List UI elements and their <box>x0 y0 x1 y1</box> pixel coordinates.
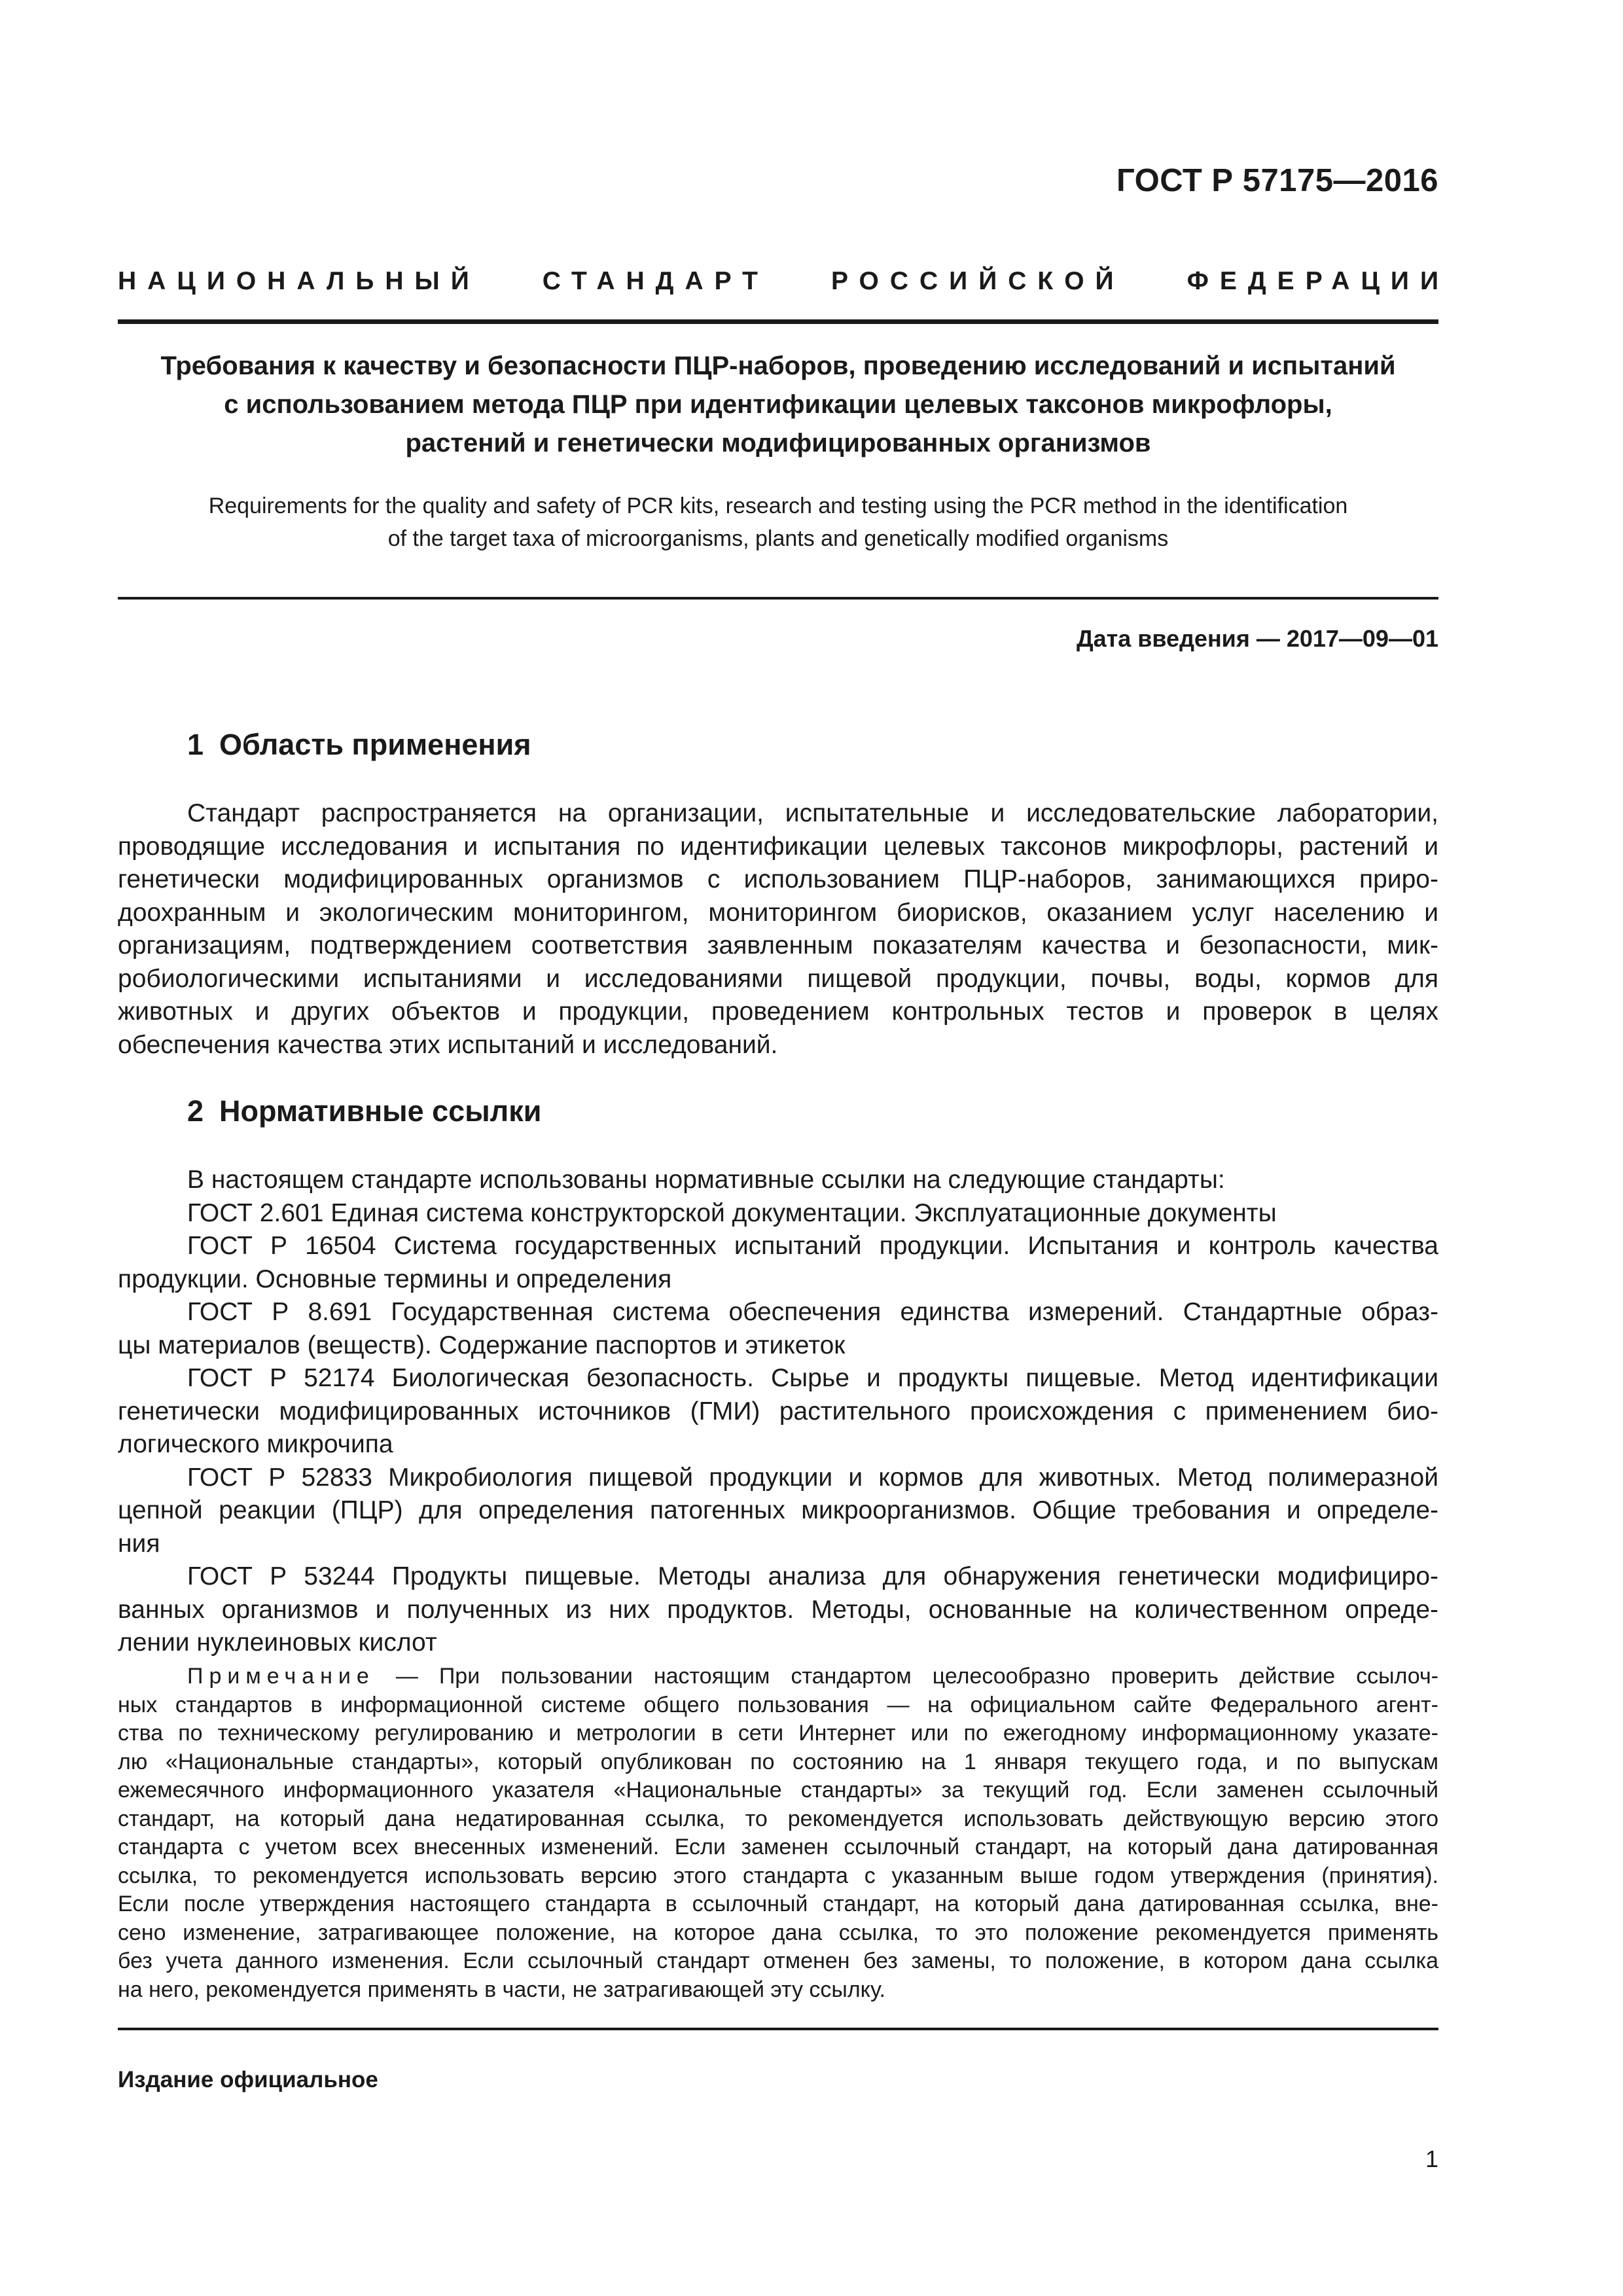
note-line: Если после утверждения настоящего стандарта в ссылочный стандарт, на который дана датированная ссылка, вне- <box>118 1892 1438 1916</box>
text-line: ванных организмов и полученных из них продуктов. Методы, основанные на количественном опреде- <box>118 1595 1438 1624</box>
note-line: без учета данного изменения. Если ссылочный стандарт отменен без замены, то положение, в котором дана ссылка <box>118 1948 1438 1973</box>
reference-gost-r-8-691: ГОСТ Р 8.691 Государственная система обеспечения единства измерений. Стандартные образ- <box>187 1298 1438 1326</box>
note-line: на него, рекомендуется применять в части, не затрагивающей эту ссылку. <box>118 1977 885 2002</box>
text-line: животных и других объектов и продукции, проведением контрольных тестов и проверок в целях <box>118 997 1438 1026</box>
text-line: цепной реакции (ПЦР) для определения патогенных микроорганизмов. Общие требования и определе- <box>118 1496 1438 1524</box>
title-en-line: Requirements for the quality and safety of PCR kits, research and testing using the PCR method in the identification <box>208 493 1348 518</box>
reference-gost-2-601: ГОСТ 2.601 Единая система конструкторской документации. Эксплуатационные документы <box>187 1198 1277 1227</box>
section-1-body <box>118 797 1438 1062</box>
note-line: ных стандартов в информационной системе общего пользования — на официальном сайте Федерального агент- <box>118 1692 1438 1717</box>
text-line: В настоящем стандарте использованы нормативные ссылки на следующие стандарты: <box>187 1166 1225 1194</box>
note-line: стандарта с учетом всех внесенных изменений. Если заменен ссылочный стандарт, на который дана датированная <box>118 1835 1438 1859</box>
note-line: стандарт, на который дана недатированная ссылка, то рекомендуется использовать действующую версию этого <box>118 1806 1438 1831</box>
text-line: логического микрочипа <box>118 1430 393 1458</box>
section-number: 1 <box>187 728 204 761</box>
text-line: генетически модифицированных организмов с использованием ПЦР-наборов, занимающихся приро- <box>118 865 1438 893</box>
text-line: робиологическими испытаниями и исследованиями пищевой продукции, почвы, воды, кормов для <box>118 964 1438 993</box>
text-line: проводящие исследования и испытания по идентификации целевых таксонов микрофлоры, растений и <box>118 832 1438 861</box>
national-standard-title <box>118 267 1450 296</box>
introduction-date: Дата введения — 2017—09—01 <box>1076 625 1438 652</box>
text-line: Стандарт распространяется на организации, испытательные и исследовательские лаборатории, <box>187 799 1438 827</box>
text-line: обеспечения качества этих испытаний и исследований. <box>118 1030 778 1059</box>
header-divider <box>118 319 1438 324</box>
section-title: Область применения <box>219 728 531 761</box>
reference-gost-r-52174: ГОСТ Р 52174 Биологическая безопасность. Сырье и продукты пищевые. Метод идентификации <box>187 1364 1438 1392</box>
national-title-word: СТАНДАРТ <box>542 267 769 295</box>
text-line: ния <box>118 1529 160 1558</box>
section-1-heading <box>187 728 547 762</box>
reference-note <box>118 1662 1438 2004</box>
note-line: лю «Национальные стандарты», который опубликован по состоянию на 1 января текущего года, и по выпускам <box>118 1749 1438 1774</box>
title-divider <box>118 597 1438 600</box>
title-english <box>118 490 1438 555</box>
reference-gost-r-16504: ГОСТ Р 16504 Система государственных испытаний продукции. Испытания и контроль качества <box>187 1232 1438 1260</box>
section-number: 2 <box>187 1094 204 1128</box>
note-line: ссылка, то рекомендуется использовать версию этого стандарта с указанным выше годом утверждения (принятия). <box>118 1863 1438 1888</box>
text-line: лении нуклеиновых кислот <box>118 1628 437 1657</box>
footer-divider <box>118 2028 1438 2030</box>
text-line: продукции. Основные термины и определения <box>118 1265 672 1293</box>
note-text: — При пользовании настоящим стандартом целесообразно проверить действие ссылоч- <box>374 1664 1438 1689</box>
text-line: генетически модифицированных источников (ГМИ) растительного происхождения с применением био- <box>118 1397 1438 1426</box>
note-line: сено изменение, затрагивающее положение, на которое дана ссылка, то это положение рекомендуется применять <box>118 1920 1438 1945</box>
text-line: организациям, подтверждением соответствия заявленным показателям качества и безопасности, мик- <box>118 931 1438 960</box>
official-edition-label: Издание официальное <box>118 2067 378 2092</box>
document-code: ГОСТ Р 57175—2016 <box>1116 163 1438 198</box>
note-line: ства по техническому регулированию и метрологии в сети Интернет или по ежегодному информационному указате- <box>118 1721 1438 1746</box>
title-en-line: of the target taxa of microorganisms, plants and genetically modified organisms <box>387 526 1169 551</box>
text-line: доохранным и экологическим мониторингом, мониторингом биорисков, оказанием услуг населению и <box>118 898 1438 927</box>
national-title-word: ФЕДЕРАЦИИ <box>1186 267 1450 295</box>
section-2-body <box>118 1164 1438 1660</box>
note-line: ежемесячного информационного указателя «Национальные стандарты» за текущий год. Если заменен ссылочный <box>118 1778 1438 1803</box>
page-number: 1 <box>1425 2145 1438 2172</box>
national-title-word: РОССИЙСКОЙ <box>831 267 1125 295</box>
title-russian <box>118 347 1438 463</box>
note-first-line <box>118 1662 1438 1691</box>
section-2-heading <box>187 1094 557 1128</box>
reference-gost-r-53244: ГОСТ Р 53244 Продукты пищевые. Методы анализа для обнаружения генетически модифициро- <box>187 1562 1438 1590</box>
national-title-word: НАЦИОНАЛЬНЫЙ <box>118 267 480 295</box>
note-label: Примечание <box>187 1664 375 1689</box>
text-line: цы материалов (веществ). Содержание паспортов и этикеток <box>118 1331 846 1359</box>
title-ru-line: растений и генетически модифицированных организмов <box>405 429 1151 457</box>
title-ru-line: Требования к качеству и безопасности ПЦР-наборов, проведению исследований и испытаний <box>160 351 1396 380</box>
section-title: Нормативные ссылки <box>219 1094 542 1128</box>
title-ru-line: с использованием метода ПЦР при идентификации целевых таксонов микрофлоры, <box>224 390 1332 419</box>
reference-gost-r-52833: ГОСТ Р 52833 Микробиология пищевой продукции и кормов для животных. Метод полимеразной <box>187 1463 1438 1492</box>
